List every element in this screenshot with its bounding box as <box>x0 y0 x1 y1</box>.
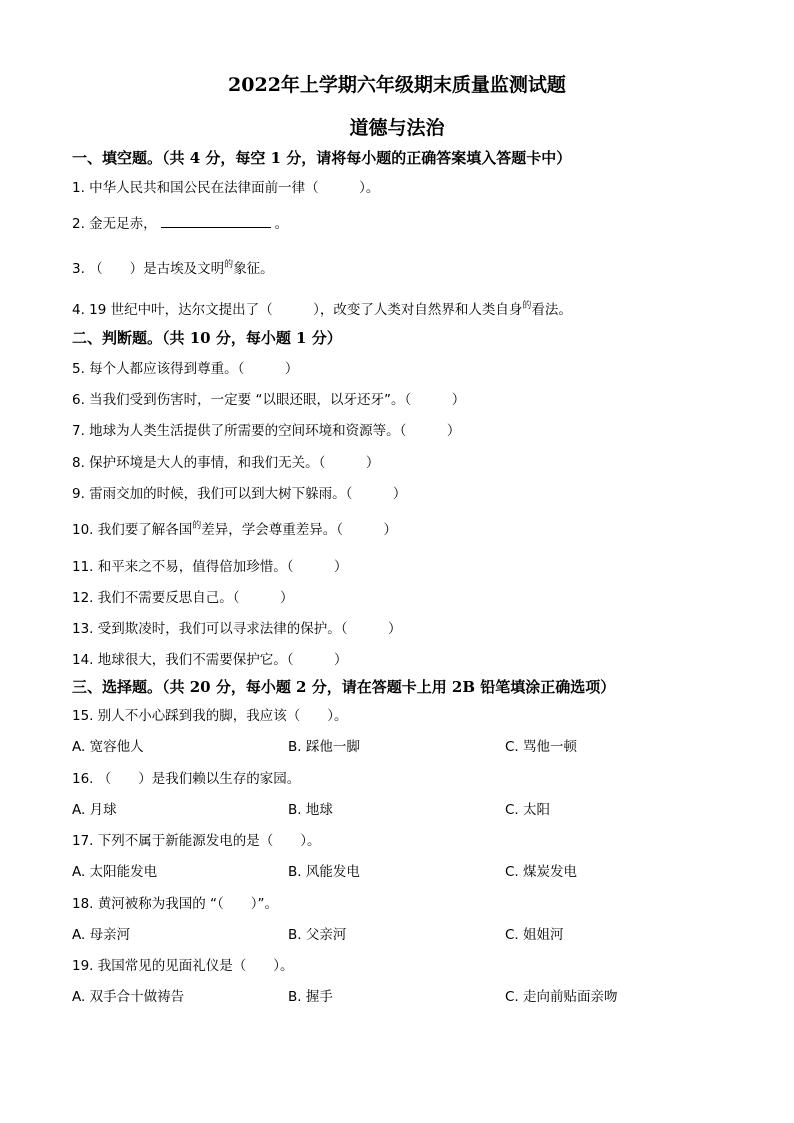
question-2-end: 。 <box>274 216 289 232</box>
question-7: 7. 地球为人类生活提供了所需要的空间环境和资源等。（ ） <box>72 423 461 439</box>
question-10 <box>72 518 397 538</box>
question-14: 14. 地球很大，我们不需要保护它。（ ） <box>72 652 348 668</box>
question-6: 6. 当我们受到伤害时，一定要 “以眼还眼，以牙还牙”。（ ） <box>72 392 466 408</box>
question-1: 1. 中华人民共和国公民在法律面前一律（ ）。 <box>72 180 380 196</box>
question-10-de: 的 <box>192 521 202 531</box>
question-4-de: 的 <box>522 301 532 311</box>
question-15: 15. 别人不小心踩到我的脚，我应该（ ）。 <box>72 708 348 724</box>
question-3 <box>72 257 274 277</box>
question-17-option-c: C. 煤炭发电 <box>505 864 578 880</box>
question-18-option-b: B. 父亲河 <box>288 927 347 943</box>
question-10-text: 10. 我们要了解各国 <box>72 522 193 538</box>
question-8: 8. 保护环境是大人的事情，和我们无关。（ ） <box>72 455 380 471</box>
question-19: 19. 我国常见的见面礼仪是（ ）。 <box>72 958 294 974</box>
question-9: 9. 雷雨交加的时候，我们可以到大树下躲雨。（ ） <box>72 486 407 502</box>
question-17: 17. 下列不属于新能源发电的是（ ）。 <box>72 833 321 849</box>
question-17-option-b: B. 风能发电 <box>288 864 360 880</box>
section-heading-judge: 二、判断题。（共 10 分，每小题 1 分） <box>72 329 342 347</box>
question-13: 13. 受到欺凌时，我们可以寻求法律的保护。（ ） <box>72 621 402 637</box>
exam-title: 2022年上学期六年级期末质量监测试题 <box>228 74 566 96</box>
section-heading-choice: 三、选择题。（共 20 分，每小题 2 分，请在答题卡上用 2B 铅笔填涂正确选项） <box>72 678 616 696</box>
question-12: 12. 我们不需要反思自己。（ ） <box>72 590 294 606</box>
question-3-de: 的 <box>224 260 234 270</box>
question-18: 18. 黄河被称为我国的 “（ ）”。 <box>72 896 279 912</box>
question-4 <box>72 298 572 318</box>
question-16-option-c: C. 太阳 <box>505 802 551 818</box>
question-18-option-a: A. 母亲河 <box>72 927 131 943</box>
question-3-end: 象征。 <box>233 261 274 277</box>
subject-title: 道德与法治 <box>349 117 445 139</box>
question-18-option-c: C. 姐姐河 <box>505 927 564 943</box>
section-heading-fill: 一、填空题。（共 4 分，每空 1 分，请将每小题的正确答案填入答题卡中） <box>72 149 572 167</box>
question-10-end: 差异，学会尊重差异。（ ） <box>201 522 398 538</box>
question-16-option-b: B. 地球 <box>288 802 333 818</box>
question-16-option-a: A. 月球 <box>72 802 117 818</box>
question-19-option-b: B. 握手 <box>288 989 333 1005</box>
question-17-option-a: A. 太阳能发电 <box>72 864 158 880</box>
question-3-text: 3. （ ）是古埃及文明 <box>72 261 225 277</box>
answer-blank <box>161 215 271 228</box>
question-15-option-a: A. 宽容他人 <box>72 739 144 755</box>
question-19-option-c: C. 走向前贴面亲吻 <box>505 989 618 1005</box>
question-4-end: 看法。 <box>531 302 572 318</box>
question-2-text: 2. 金无足赤， <box>72 216 157 232</box>
question-11: 11. 和平来之不易，值得倍加珍惜。（ ） <box>72 559 348 575</box>
question-16: 16. （ ）是我们赖以生存的家园。 <box>72 771 301 787</box>
question-2 <box>72 212 288 232</box>
question-5: 5. 每个人都应该得到尊重。（ ） <box>72 361 299 377</box>
question-19-option-a: A. 双手合十做祷告 <box>72 989 185 1005</box>
question-15-option-b: B. 踩他一脚 <box>288 739 360 755</box>
question-4-text: 4. 19 世纪中叶，达尔文提出了（ ），改变了人类对自然界和人类自身 <box>72 302 523 318</box>
question-15-option-c: C. 骂他一顿 <box>505 739 578 755</box>
